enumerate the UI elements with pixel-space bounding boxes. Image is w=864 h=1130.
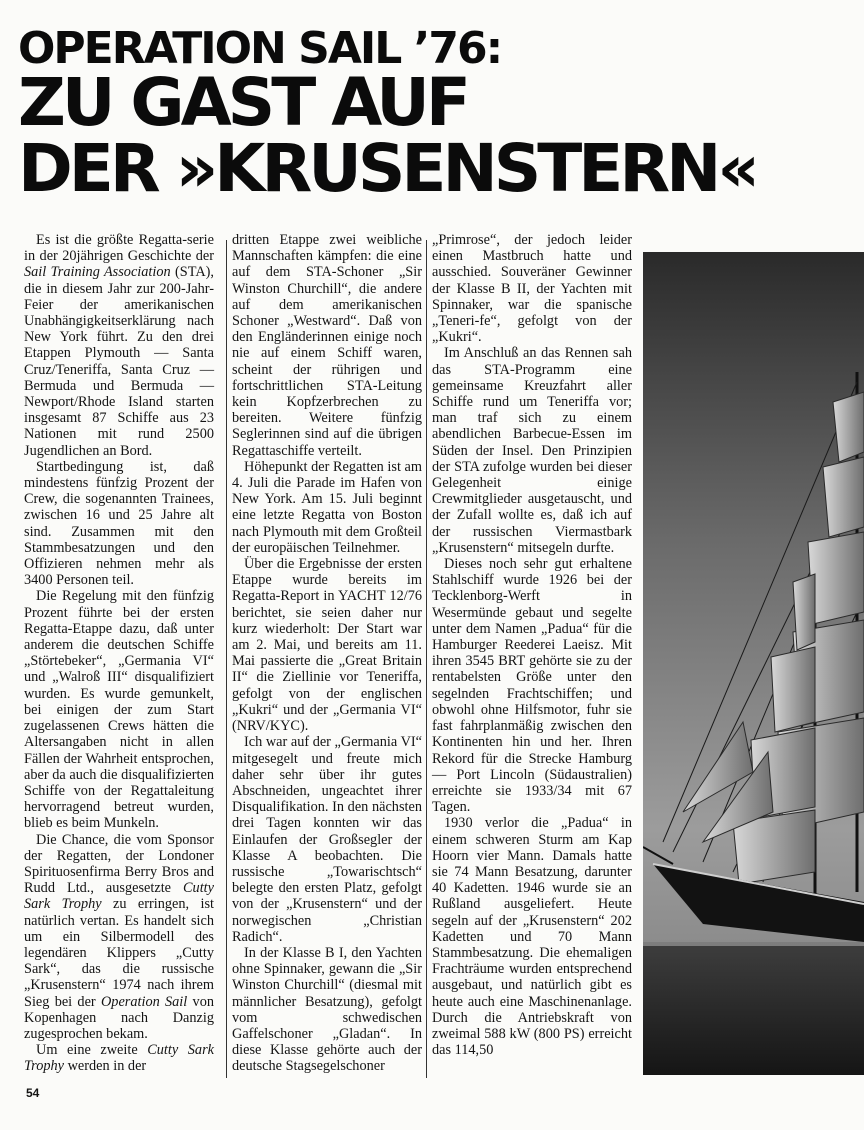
- paragraph: Die Regelung mit den fünfzig Prozent führte bei der ersten Regatta-Etappe dazu, daß unter anderem die deutschen Schiffe „Störtebeker“, „Germania VI“ und „Walroß III“ disqualifiziert wurden. Es wurde gemunkelt, bei einigen der zum Start zugelassenen Crews hätten die Altersangaben nicht in allen Fällen der Wahrheit entsprochen, aber da auch die disqualifizierten Schiffe von der Regattaleitung hervorragend betreut wurden, blieb es beim Munkeln.: [24, 588, 214, 832]
- sailing-ship-photo: [643, 252, 864, 1075]
- headline-line-3: DER »KRUSENSTERN«: [18, 130, 757, 207]
- paragraph: „Primrose“, der jedoch leider einen Mastbruch hatte und ausschied. Souveräner Gewinner der Klasse B II, der Yachten mit Spinnaker, war die spanische „Teneri-fe“, gefolgt von der „Kukri“.: [432, 232, 632, 346]
- article-headline: [18, 23, 848, 207]
- text-column-1: [24, 232, 214, 1075]
- column-divider: [226, 240, 227, 1078]
- paragraph: Ich war auf der „Germania VI“ mitgesegelt und freute mich daher sehr über ihr gutes Abschneiden, ungeachtet ihrer Disqualifikation. In den nächsten drei Tagen konnten wir das Einlaufen der Großsegler der Klasse A beobachten. Die russische „Towarischtsch“ belegte den ersten Platz, gefolgt von der „Krusenstern“ und der norwegischen „Christian Radich“.: [232, 734, 422, 945]
- paragraph: 1930 verlor die „Padua“ in einem schweren Sturm am Kap Hoorn vier Mann. Damals hatte sie 74 Mann Besatzung, darunter 40 Kadetten. 1946 wurde sie an Rußland ausgeliefert. Heute segeln auf der „Krusenstern“ 202 Kadetten und 70 Mann Stammbesatzung. Die ehemaligen Frachträume wurden entsprechend ausgebaut, und natürlich gibt es heute auch eine Maschinenanlage. Durch die Antriebskraft von zweimal 588 kW (800 PS) erreicht das 114,50: [432, 815, 632, 1059]
- text-column-3: [432, 232, 632, 1058]
- paragraph: Dieses noch sehr gut erhaltene Stahlschiff wurde 1926 bei der Tecklenborg-Werft in Wesermünde gebaut und segelte unter dem Namen „Padua“ für die Hamburger Reederei Laeisz. Mit ihren 3545 BRT gehörte sie zu der rentabelsten Größe unter den segelnden Frachtschiffen; und obwohl ohne Hilfsmotor, fuhr sie fast fahrplanmäßig zwischen den Kontinenten hin und her. Ihren Rekord für die Strecke Hamburg — Port Lincoln (Südaustralien) erreichte sie 1933/34 mit 67 Tagen.: [432, 556, 632, 816]
- paragraph: Über die Ergebnisse der ersten Etappe wurde bereits im Regatta-Report in YACHT 12/76 berichtet, sie seien daher nur kurz wiederholt: Der Start war am 2. Mai, und bereits am 11. Mai passierte die „Great Britain II“ die Ziellinie vor Teneriffa, gefolgt von der englischen „Kukri“ und der „Germania VI“ (NRV/KYC).: [232, 556, 422, 735]
- paragraph: Es ist die größte Regatta-serie in der 20jährigen Geschichte der Sail Training Association (STA), die in diesem Jahr zur 200-Jahr-Feier der amerikanischen Unabhängigkeitserklärung nach New York führt. Zu den drei Etappen Plymouth — Santa Cruz/Teneriffa, Santa Cruz — Bermuda und Bermuda — Newport/Rhode Island starten insgesamt 87 Schiffe aus 23 Nationen mit rund 2500 Jugendlichen an Bord.: [24, 232, 214, 459]
- paragraph: In der Klasse B I, den Yachten ohne Spinnaker, gewann die „Sir Winston Churchill“ (diesmal mit männlicher Besatzung), gefolgt vom schwedischen Gaffelschoner „Gladan“. In diese Klasse gehörte auch der deutsche Stagsegelschoner: [232, 944, 422, 1075]
- paragraph: dritten Etappe zwei weibliche Mannschaften kämpfen: die eine auf dem STA-Schoner „Sir Winston Churchill“, die andere auf dem amerikanischen Schoner „Westward“. Daß von den Engländerinnen einige noch nie auf einem Schiff waren, scheint der rührigen und fortschrittlichen STA-Leitung kein Kopfzerbrechen zu bereiten. Weitere fünfzig Seglerinnen sind auf die übrigen Regattaschiffe verteilt.: [232, 232, 422, 459]
- paragraph: Höhepunkt der Regatten ist am 4. Juli die Parade im Hafen von New York. Am 15. Juli beginnt eine letzte Regatta von Boston nach Plymouth mit dem Großteil der europäischen Teilnehmer.: [232, 458, 422, 556]
- headline-line-1: OPERATION SAIL ’76:: [18, 23, 502, 74]
- headline-line-2: ZU GAST AUF: [18, 64, 467, 141]
- page-number: 54: [26, 1086, 40, 1100]
- paragraph: Die Chance, die vom Sponsor der Regatten, der Londoner Spirituosenfirma Berry Bros and Rudd Ltd., ausgesetzte Cutty Sark Trophy zu erringen, ist natürlich vertan. Es handelt sich um ein Silbermodell des legendären Klippers „Cutty Sark“, das die russische „Krusenstern“ 1974 nach ihrem Sieg bei der Operation Sail von Kopenhagen nach Danzig zugesprochen bekam.: [24, 831, 214, 1042]
- paragraph: Im Anschluß an das Rennen sah das STA-Programm eine gemeinsame Kreuzfahrt aller Schiffe rund um Teneriffa vor; man traf sich zu einem abendlichen Barbecue-Essen im Süden der Insel. Den Prinzipien der STA zufolge wurden bei dieser Gelegenheit einige Crewmitglieder ausgetauscht, und der Zufall wollte es, daß ich auf der russischen Viermastbark „Krusenstern“ mitsegeln durfte.: [432, 345, 632, 556]
- text-column-2: [232, 232, 422, 1075]
- column-divider: [426, 240, 427, 1078]
- paragraph: Startbedingung ist, daß mindestens fünfzig Prozent der Crew, die sogenannten Trainees, zwischen 16 und 25 Jahre alt sind. Zusammen mit den Stammbesatzungen und den Offizieren nehmen mehr als 3400 Personen teil.: [24, 458, 214, 589]
- paragraph: Um eine zweite Cutty Sark Trophy werden in der: [24, 1042, 214, 1075]
